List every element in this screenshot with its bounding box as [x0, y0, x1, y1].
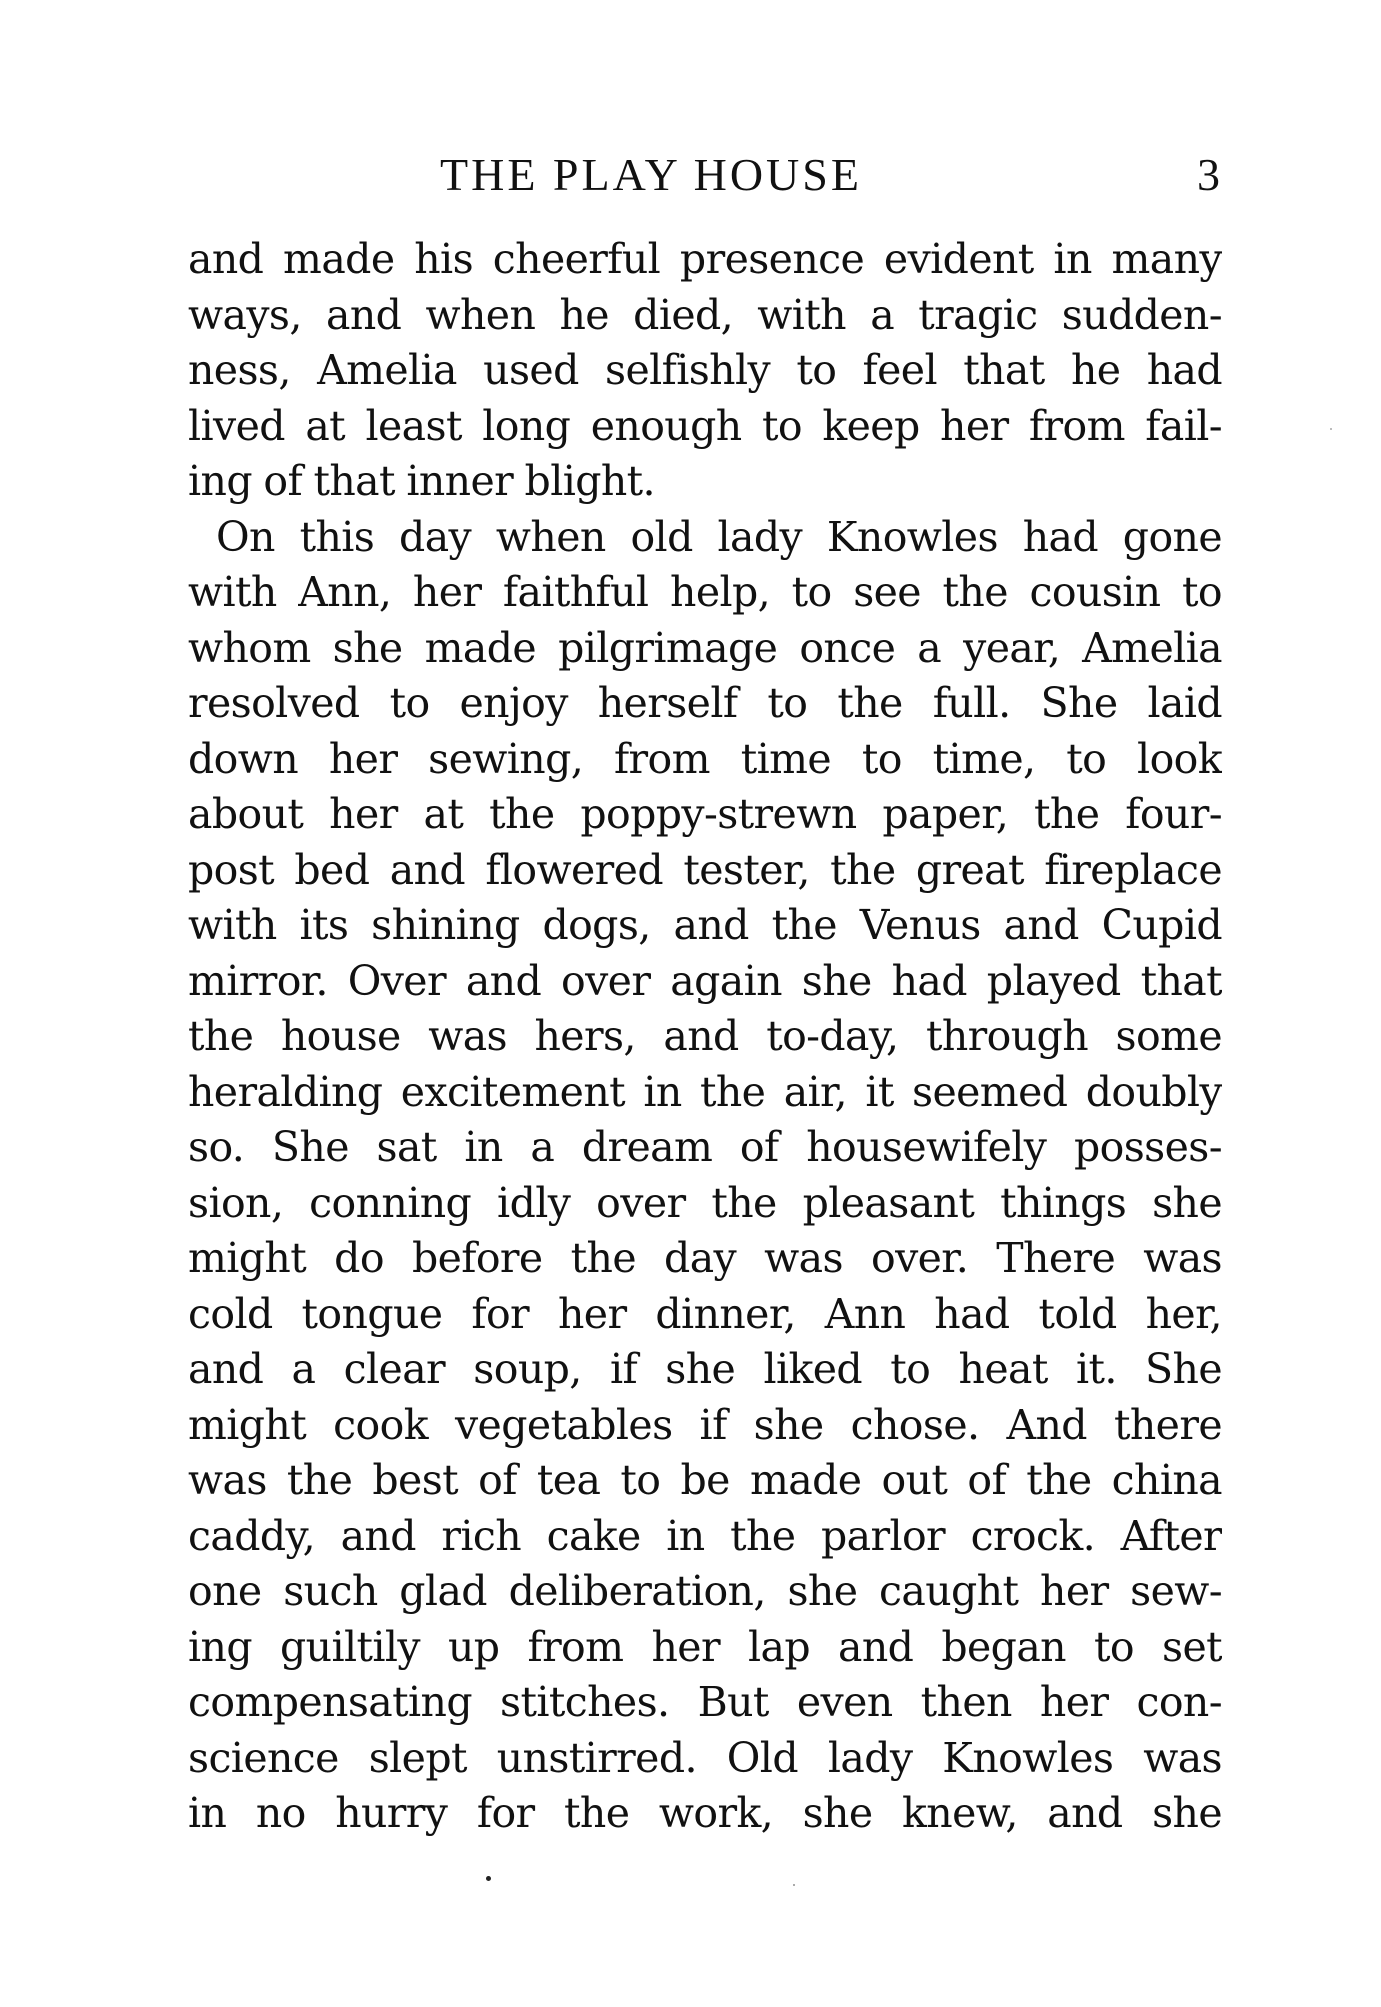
text-line: the house was hers, and to-day, through some: [188, 1012, 1222, 1060]
text-line: and a clear soup, if she liked to heat it. She: [188, 1345, 1222, 1393]
running-title: THE PLAY HOUSE: [440, 149, 862, 200]
text-line: science slept unstirred. Old lady Knowles was: [188, 1733, 1222, 1782]
text-line: and made his cheerful presence evident in many: [188, 235, 1222, 283]
body-text: [188, 232, 1222, 1842]
text-line: ness, Amelia used selfishly to feel that he had: [188, 346, 1222, 394]
print-speck: [1330, 428, 1332, 430]
text-line: On this day when old lady Knowles had gone: [216, 512, 1222, 561]
text-line: ways, and when he died, with a tragic sudden-: [188, 290, 1222, 339]
text-line: ing of that inner blight.: [188, 457, 655, 505]
page-number: 3: [1197, 149, 1220, 200]
text-line: sion, conning idly over the pleasant things she: [188, 1178, 1222, 1227]
text-line: might cook vegetables if she chose. And there: [188, 1400, 1222, 1449]
text-line: one such glad deliberation, she caught her sew-: [188, 1567, 1222, 1615]
text-line: lived at least long enough to keep her from fail-: [188, 401, 1222, 450]
text-line: heralding excitement in the air, it seemed doubly: [188, 1067, 1222, 1116]
text-line: might do before the day was over. There was: [188, 1234, 1222, 1282]
text-line: was the best of tea to be made out of the china: [188, 1456, 1222, 1504]
page-header: [190, 145, 1220, 205]
print-speck: [793, 1884, 795, 1886]
print-speck: [486, 1876, 491, 1881]
text-line: ing guiltily up from her lap and began to set: [188, 1622, 1222, 1671]
text-line: resolved to enjoy herself to the full. She laid: [188, 679, 1222, 727]
text-line: about her at the poppy-strewn paper, the four-: [188, 790, 1222, 838]
text-line: down her sewing, from time to time, to look: [188, 734, 1222, 783]
text-line: compensating stitches. But even then her con-: [188, 1678, 1222, 1726]
text-line: whom she made pilgrimage once a year, Amelia: [188, 623, 1222, 672]
text-line: with Ann, her faithful help, to see the cousin to: [188, 568, 1222, 616]
text-line: mirror. Over and over again she had played that: [188, 956, 1222, 1005]
text-line: caddy, and rich cake in the parlor crock. After: [188, 1511, 1222, 1560]
text-line: cold tongue for her dinner, Ann had told her,: [188, 1289, 1222, 1338]
text-line: so. She sat in a dream of housewifely posses-: [188, 1123, 1222, 1171]
text-line: post bed and flowered tester, the great fireplace: [188, 845, 1222, 894]
text-line: with its shining dogs, and the Venus and Cupid: [188, 901, 1222, 949]
text-line: in no hurry for the work, she knew, and she: [188, 1789, 1222, 1837]
